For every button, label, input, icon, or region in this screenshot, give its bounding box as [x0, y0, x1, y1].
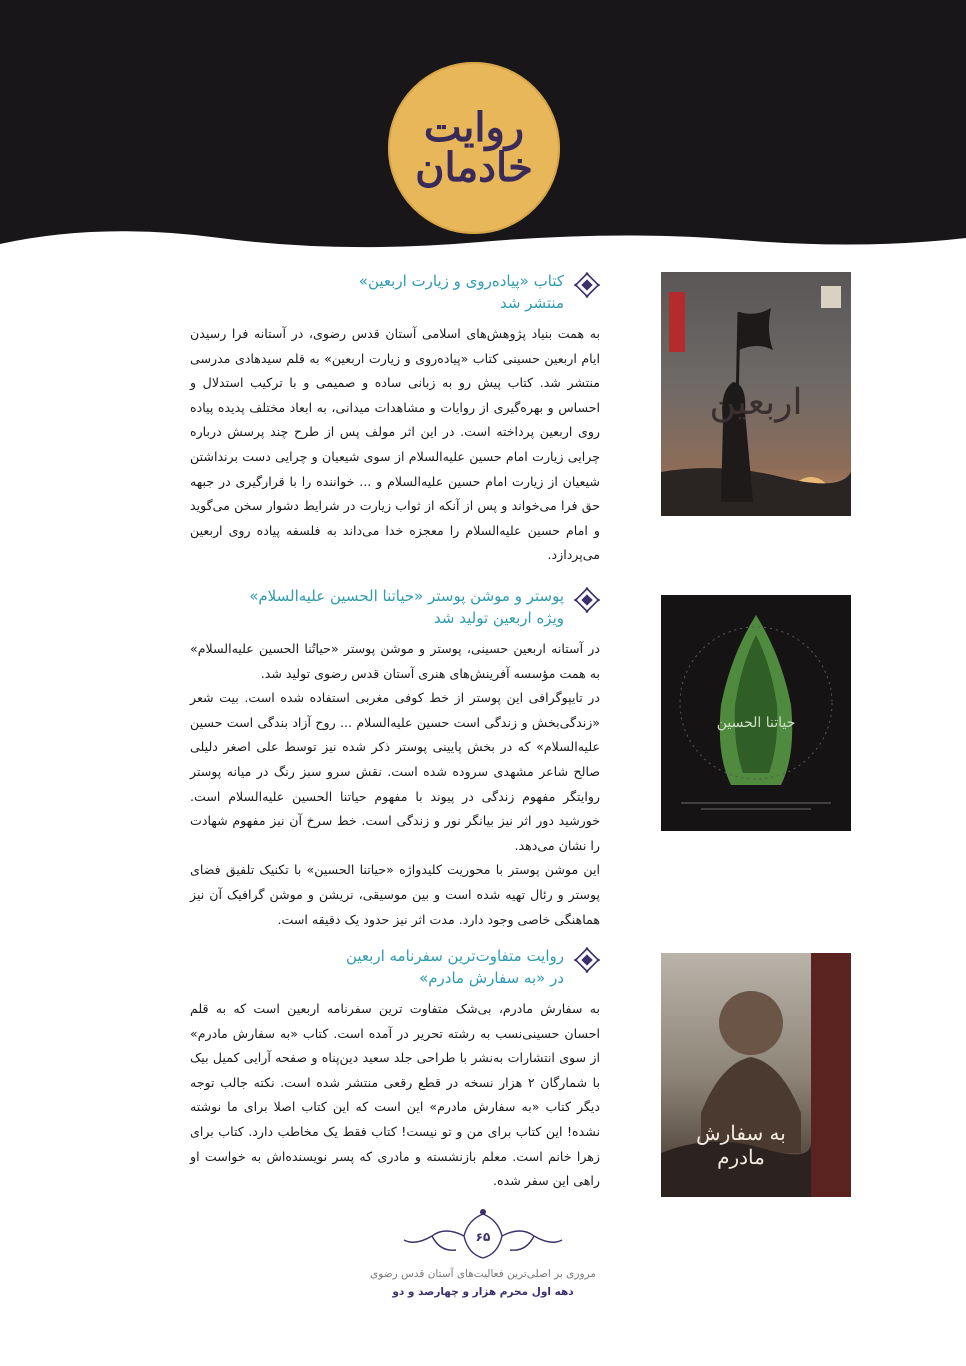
article-body — [190, 997, 600, 1194]
ornament-diamond-icon — [574, 947, 600, 973]
article-2-text — [190, 585, 600, 932]
paragraph: این موشن پوستر با محوریت کلیدواژه «حیاتنا الحسین» با تکنیک تلفیق فضای پوستر و رئال تهیه شده است و بین موسیقی، نریشن و موشن گرافیک آن نیز هماهنگی خاصی وجود دارد. مدت اثر نیز حدود یک دقیقه است. — [190, 862, 600, 927]
article-title-row — [190, 270, 600, 314]
ornament-diamond-icon — [574, 587, 600, 613]
logo-seal — [388, 62, 560, 234]
page-number: ۶۵ — [475, 1230, 491, 1244]
article-title — [346, 945, 564, 989]
article-3-text — [190, 945, 600, 1194]
book-cover-arbaeen — [661, 272, 851, 516]
poster-hayatona — [661, 595, 851, 831]
cover-title: به سفارش مادرم — [696, 1121, 786, 1169]
paragraph: در آستانه اربعین حسینی، پوستر و موشن پوستر «حیاتُنا الحسین علیه‌السلام» به همت مؤسسه آفرینش‌های هنری آستان قدس رضوی تولید شد. — [190, 641, 600, 681]
cover-title: اربعین — [709, 382, 803, 423]
title-line-1: پوستر و موشن پوستر «حیاتنا الحسین علیه‌السلام» — [249, 587, 564, 605]
page-footer — [0, 1206, 966, 1326]
title-line-1: روایت متفاوت‌ترین سفرنامه اربعین — [345, 947, 564, 965]
title-line-2: ویژه اربعین تولید شد — [434, 609, 564, 627]
poster-title: حیاتنا الحسین — [716, 715, 796, 731]
paragraph: به سفارش مادرم، بی‌شک متفاوت ترین سفرنامه اربعین است که به قلم احسان حسینی‌نسب به رشته تحریر در آمده است. کتاب «به سفارش مادرم» از سوی انتشارات به‌نشر با طراحی جلد سعید دین‌پناه و صفحه آرایی کمیل بیک با شمارگان ۲ هزار نسخه در قطع رقعی منتشر شده است. نکته جالب توجه دیگر کتاب «به سفارش مادرم» این است که این کتاب اصلا برای ما نوشته نشده! این کتاب برای من و تو نیست! کتاب فقط یک مخاطب دارد. کتاب برای زهرا خانم است. معلم بازنشسته و مادری که پسر نویسنده‌اش به خواست او راهی این سفر شده. — [190, 1001, 600, 1189]
logo-text: روایت خادمان — [415, 104, 533, 191]
paragraph: در تایپوگرافی این پوستر از خط کوفی مغربی استفاده شده است. بیت شعر «زندگی‌بخش و زندگی است حسین علیه‌السلام ... روح آزاد بندگی است حسین علیه‌السلام» که در بخش پایینی پوستر ذکر شده نیز توسط علی اصغر دلیلی صالح شاعر مشهدی سروده شده است. نقش سرو سبز رنگ در میانه پوستر روایتگر مفهوم زندگی در پیوند با مفهوم حیاتنا الحسین علیه‌السلام است. خورشید دور اثر نیز بیانگر نور و زندگی است. خط سرخ آن نیز مفهوم شهادت را نشان می‌دهد. — [190, 690, 600, 853]
book-cover-be-sefaresh — [661, 953, 851, 1197]
article-body — [190, 637, 600, 932]
title-line-2: منتشر شد — [500, 294, 564, 312]
article-title-row — [190, 585, 600, 629]
title-line-1: کتاب «پیاده‌روی و زیارت اربعین» — [358, 272, 564, 290]
footer-caption: مروری بر اصلی‌ترین فعالیت‌های آستان قدس رضوی — [370, 1268, 596, 1280]
article-title — [249, 585, 564, 629]
ornament-diamond-icon — [574, 272, 600, 298]
title-line-2: در «به سفارش مادرم» — [419, 969, 564, 987]
article-body — [190, 322, 600, 568]
footer-subcaption: دهه اول محرم هزار و چهارصد و دو — [392, 1286, 574, 1298]
article-title — [359, 270, 564, 314]
page-header — [0, 0, 966, 250]
paragraph: به همت بنیاد پژوهش‌های اسلامی آستان قدس رضوی، در آستانه فرا رسیدن ایام اربعین حسینی کتاب «پیاده‌روی و زیارت اربعین» به قلم سیدهادی مدرسی منتشر شد. کتاب پیش رو به زبانی ساده و صمیمی و با ترکیب استدلال و احساس و بهره‌گیری از روایات و مشاهدات میدانی، به ابعاد مختلف پدیده پیاده روی اربعین پرداخته است. در این اثر مولف پس از طرح چند پرسش درباره چرایی زیارت امام حسین علیه‌السلام از سوی شیعیان و چرایی دست برنداشتن شیعیان از زیارت امام حسین علیه‌السلام و ... خواننده را با قرارگیری در جبهه حق فرا می‌خواند و پس از آنکه از ثواب زیارت در شرایط دشوار سخن می‌گوید و امام حسین علیه‌السلام را معجزه خدا می‌داند به فلسفه پیاده روی اربعین می‌پردازد. — [190, 326, 600, 563]
article-1-text — [190, 270, 600, 568]
article-title-row — [190, 945, 600, 989]
